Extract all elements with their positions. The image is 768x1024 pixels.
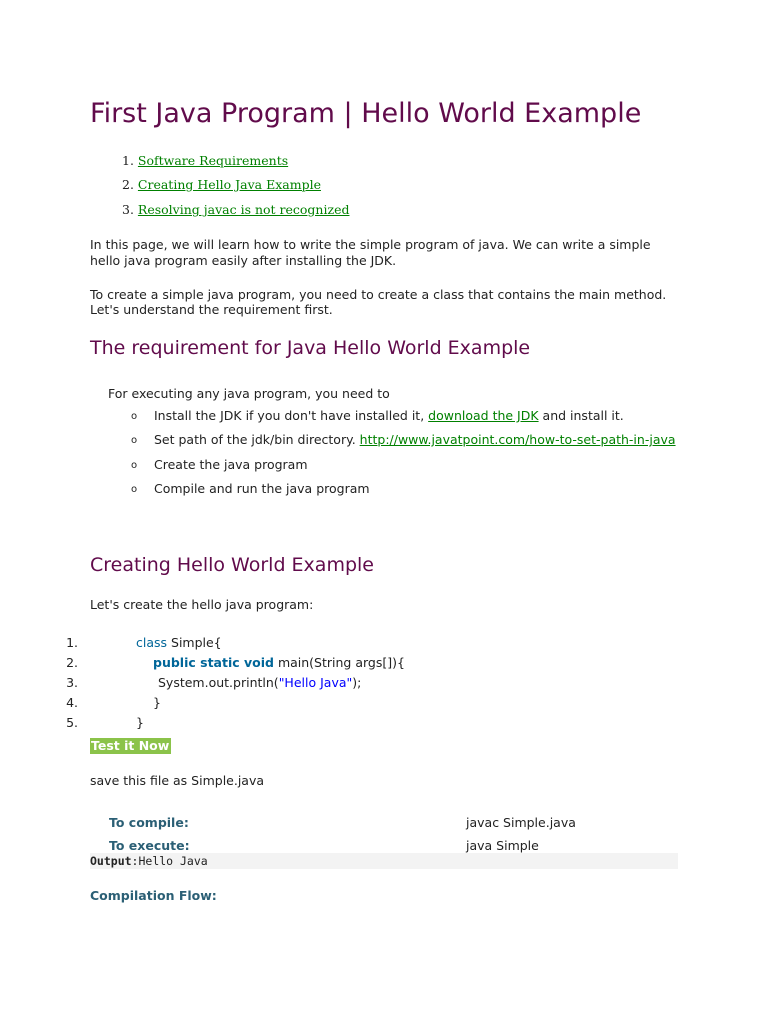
requirements-lead: For executing any java program, you need to [108,386,390,401]
toc-link-resolving-javac[interactable]: Resolving javac is not recognized [137,202,350,217]
intro-paragraph-line: hello java program easily after installing the JDK. [90,253,397,268]
test-it-now-button[interactable]: Test it Now [91,738,170,753]
toc-item [122,202,349,217]
output-value: :Hello Java [131,854,208,868]
example-heading: Creating Hello World Example [90,554,374,576]
code-string: "Hello Java" [278,675,353,690]
toc-number: 1. [122,153,134,168]
compile-command: javac Simple.java [466,815,576,830]
bullet-icon: o [131,411,138,422]
code-line-number: 3. [66,675,78,690]
bullet-icon: o [131,484,138,495]
code-keyword: public static void [153,655,274,670]
compile-label: To compile: [109,815,189,830]
toc-item [122,177,321,192]
output-label: Output [90,854,132,868]
code-keyword: class [136,635,168,650]
save-note: save this file as Simple.java [90,773,265,788]
requirement-text: Install the JDK if you don't have installed it, [154,408,429,423]
requirements-heading: The requirement for Java Hello World Example [90,337,531,359]
toc-link-software-requirements[interactable]: Software Requirements [137,153,289,168]
code-text: Simple{ [167,635,222,650]
code-line [158,675,361,690]
requirement-item [154,432,676,447]
code-line: } [153,695,161,710]
code-text: main(String args[]){ [273,655,405,670]
code-line: } [136,715,144,730]
download-jdk-link[interactable]: download the JDK [428,408,539,423]
toc-item [122,153,288,168]
code-line [153,655,405,670]
toc-number: 2. [122,177,134,192]
code-text: System.out.println( [158,675,279,690]
toc-link-creating-hello-java[interactable]: Creating Hello Java Example [137,177,321,192]
code-line-number: 2. [66,655,78,670]
toc-number: 3. [122,202,134,217]
example-lead: Let's create the hello java program: [90,597,314,612]
code-line-number: 1. [66,635,78,650]
intro-paragraph-line: Let's understand the requirement first. [90,302,333,317]
bullet-icon: o [131,435,138,446]
execute-label: To execute: [109,838,190,853]
page-title: First Java Program | Hello World Example [90,98,642,129]
set-path-link[interactable]: http://www.javatpoint.com/how-to-set-path-in-java [359,432,676,447]
output-box [90,853,678,869]
execute-command: java Simple [466,838,539,853]
code-line [136,635,222,650]
code-line-number: 4. [66,695,78,710]
bullet-icon: o [131,460,138,471]
requirement-item: Compile and run the java program [154,481,370,496]
requirement-text: and install it. [538,408,624,423]
requirement-item: Create the java program [154,457,308,472]
code-line-number: 5. [66,715,78,730]
intro-paragraph-line: To create a simple java program, you need to create a class that contains the main method. [90,287,667,302]
requirement-item [154,408,624,423]
compilation-flow-label: Compilation Flow: [90,888,217,903]
requirement-text: Set path of the jdk/bin directory. [154,432,360,447]
code-text: ); [352,675,362,690]
intro-paragraph-line: In this page, we will learn how to write the simple program of java. We can write a simple [90,237,651,252]
